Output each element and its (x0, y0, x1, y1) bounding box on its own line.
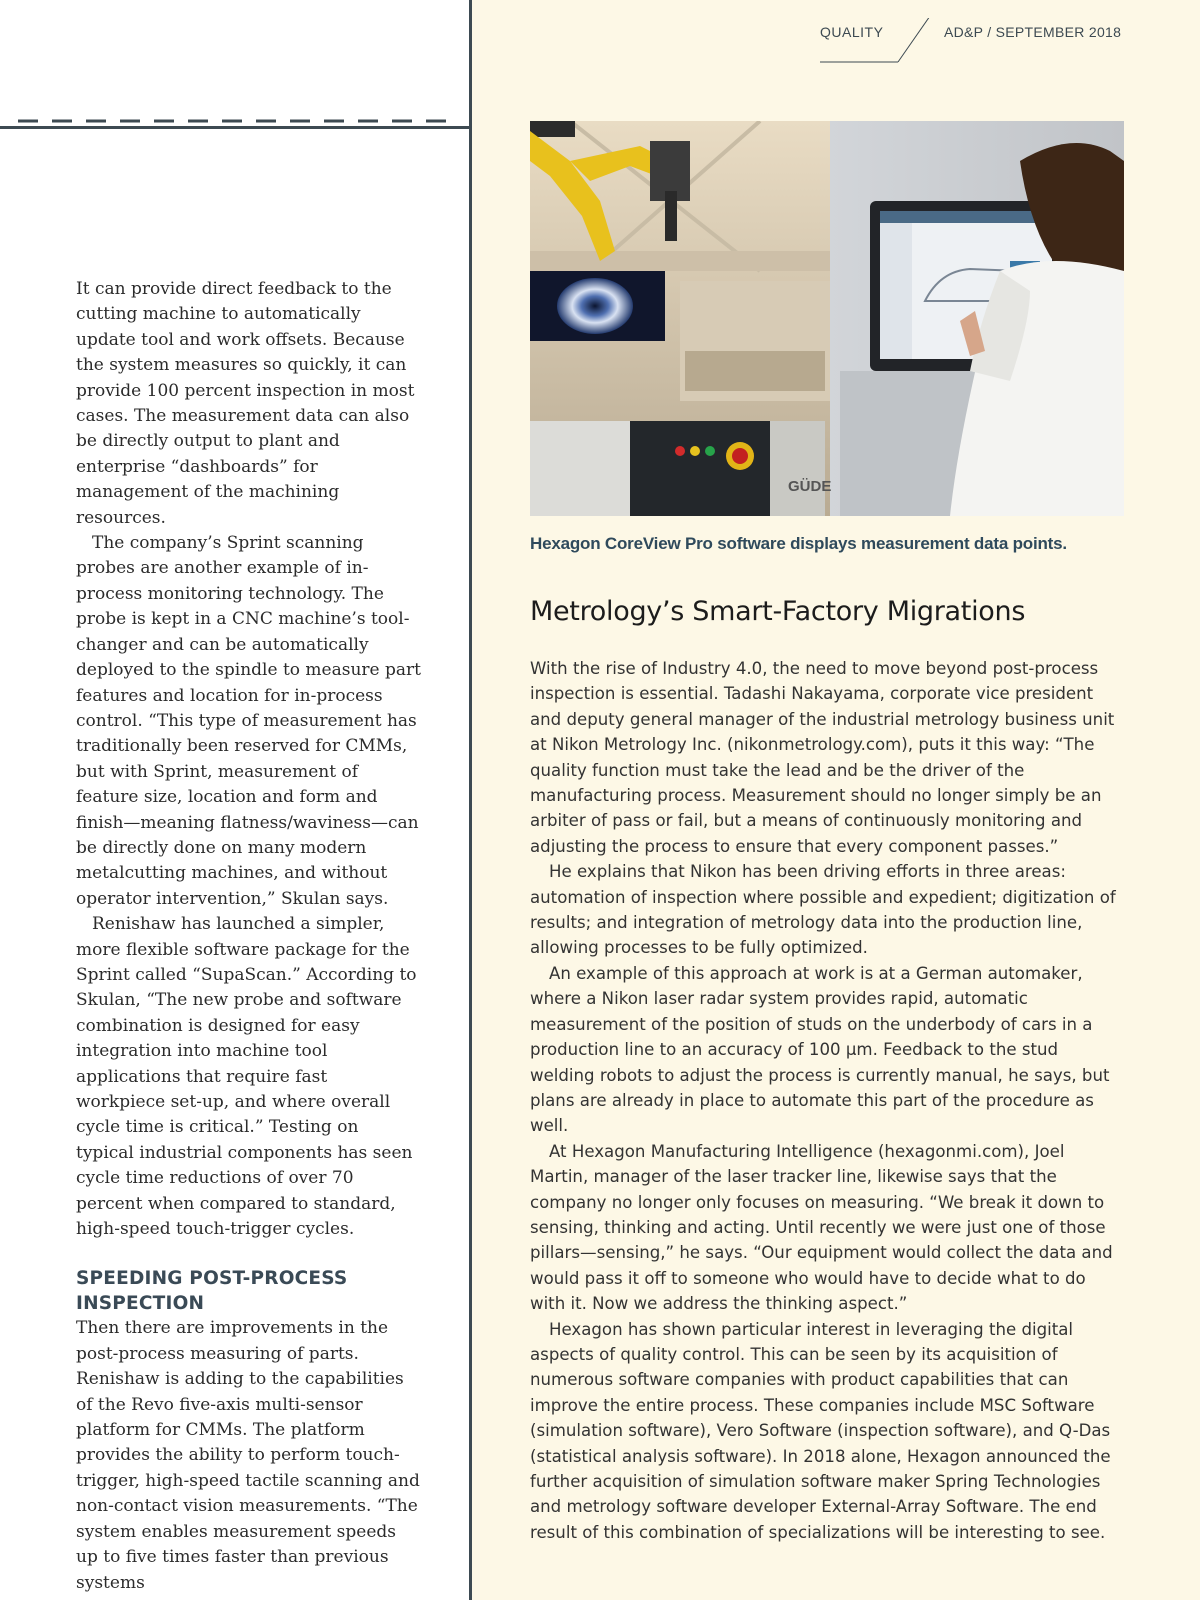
issue-label: AD&P / SEPTEMBER 2018 (944, 24, 1122, 40)
body-paragraph: With the rise of Industry 4.0, the need to move beyond post-process inspection is essential. Tadashi Nakayama, corporate vice president and deputy general manager of the industrial metrology business unit at Nikon Metrology Inc. (nikonmetrology.com), puts it this way: “The quality function must take the lead and be the driver of the manufacturing process. Measurement should no longer simply be an arbiter of pass or fail, but a means of continuously monitoring and adjusting the process to ensure that every component passes.” (530, 659, 1115, 856)
body-paragraph: He explains that Nikon has been driving efforts in three areas: automation of inspection where possible and expedient; digitization of results; and integration of metrology data into the production line, allowing processes to be fully optimized. (530, 862, 1116, 958)
running-header (820, 18, 1150, 68)
gutter-divider (469, 0, 472, 1600)
left-column (76, 277, 421, 1596)
section-subhead: SPEEDING POST-PROCESS INSPECTION (76, 1268, 348, 1315)
article-body (530, 656, 1124, 1545)
header-rule (0, 126, 469, 129)
machine-label-text: GÜDE (788, 478, 832, 495)
body-paragraph: The company’s Sprint scanning probes are another example of in-process monitoring technology. The probe is kept in a CNC machine’s tool-changer and can be automatically deployed to the spindle to measure part features and location for in-process control. “This type of measurement has traditionally been reserved for CMMs, but with Sprint, measurement of feature size, location and form and finish—meaning flatness/waviness—can be directly done on many modern metalcutting machines, and without operator intervention,” Skulan says. (76, 533, 421, 909)
body-paragraph: Hexagon has shown particular interest in leveraging the digital aspects of quality control. This can be seen by its acquisition of numerous software companies with product capabilities that can improve the entire process. These companies include MSC Software (simulation software), Vero Software (inspection software), and Q-Das (statistical analysis software). In 2018 alone, Hexagon announced the further acquisition of simulation software maker Spring Technologies and metrology software developer External-Array Software. The end result of this combination of specializations will be interesting to see. (530, 1319, 1111, 1542)
body-paragraph: An example of this approach at work is at a German automaker, where a Nikon laser radar system provides rapid, automatic measurement of the position of studs on the underbody of cars in a production line to an accuracy of 100 µm. Feedback to the stud welding robots to adjust the process is currently manual, he says, but plans are already in place to automate this part of the procedure as well. (530, 963, 1110, 1136)
body-paragraph: It can provide direct feedback to the cutting machine to automatically update tool and work offsets. Because the system measures so quickly, it can provide 100 percent inspection in most cases. The measurement data can also be directly output to plant and enterprise “dashboards” for management of the machining resources. (76, 279, 415, 528)
lab-scene-illustration (530, 121, 1124, 516)
body-paragraph: At Hexagon Manufacturing Intelligence (hexagonmi.com), Joel Martin, manager of the laser tracker line, likewise says that the company no longer only focuses on measuring. “We break it down to sensing, thinking and acting. Until recently we were just one of those pillars—sensing,” he says. “Our equipment would collect the data and would pass it off to someone who would have to decide what to do with it. Now we address the thinking aspect.” (530, 1141, 1113, 1314)
photo-caption: Hexagon CoreView Pro software displays measurement data points. (530, 534, 1067, 553)
article-photo (530, 121, 1124, 516)
body-paragraph: Renishaw has launched a simpler, more flexible software package for the Sprint called “SupaScan.” According to Skulan, “The new probe and software combination is designed for easy integration into machine tool applications that require fast workpiece set-up, and where overall cycle time is critical.” Testing on typical industrial components has seen cycle time reductions of over 70 percent when compared to standard, high-speed touch-trigger cycles. (76, 914, 417, 1240)
section-label: QUALITY (820, 24, 884, 40)
article-title: Metrology’s Smart-Factory Migrations (530, 596, 1026, 627)
body-paragraph: Then there are improvements in the post-process measuring of parts. Renishaw is adding to the capabilities of the Revo five-axis multi-sensor platform for CMMs. The platform provides the ability to perform touch-trigger, high-speed tactile scanning and non-contact vision measurements. “The system enables measurement speeds up to five times faster than previous systems (76, 1318, 420, 1593)
